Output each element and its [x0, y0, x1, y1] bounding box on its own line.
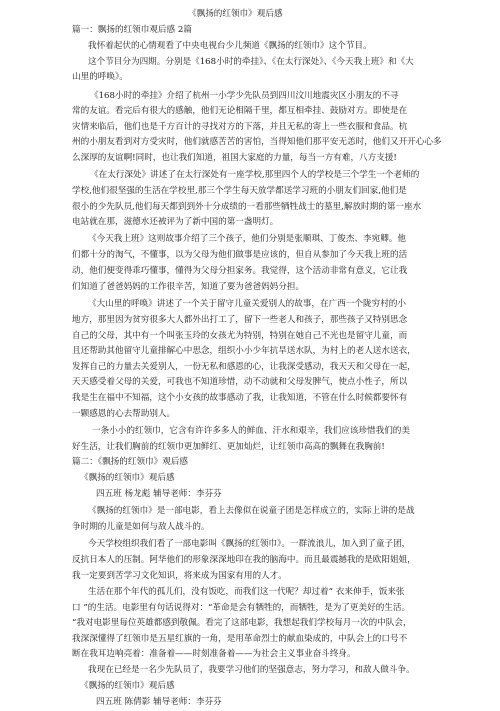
section-heading: 篇二：《飘扬的红领巾》观后感 [72, 457, 189, 468]
body-line: 反抗日本人的压制。阿华他们的形象深深地印在我的脑海中。而且最震撼我的是欧阳姐姐， [72, 555, 416, 566]
body-line: 好生活，让我们胸前的红领巾更加鲜红、更加灿烂，让红领巾高高的飘舞在我胸前! [72, 442, 385, 453]
body-line: 我现在已经是一名少先队员了，我要学习他们的坚强意志，努力学习，和敌人做斗争。 [88, 664, 415, 675]
body-line: 我一定要到苦学习文化知识，将来成为国家有用的人才。 [72, 570, 287, 581]
body-line: 天天感受着父母的关爱，可我也不知道珍惜，动不动就和父母发脾气，使点小性子，所以 [72, 376, 408, 387]
section-heading: 篇一：飘扬的红领巾观后感 2篇 [72, 24, 192, 35]
body-line: 争时期的儿童是如何与敌人战斗的。 [72, 522, 210, 533]
body-line: 发挥自己的力量去关爱别人，一份无私和感恩的心，让我深受感动，我天天和父母在一起， [72, 361, 416, 372]
body-line: 断在我耳边响亮着：准备着——时刻准备着——为社会主义事业奋斗终身。 [72, 648, 356, 659]
body-line: 常的友谊。看完后有很大的感触，他们无论相隔千里，都互相牵挂、鼓励对方。即使是在 [72, 105, 408, 116]
body-line: 我怀着起伏的心情观看了中央电视台少儿频道《飘扬的红领巾》这个节目。 [88, 40, 372, 51]
body-line: 且还帮助其他留守儿童排解心中思念，组织小小少年抗旱送水队，为村上的老人送水送衣， [72, 345, 416, 356]
body-line: 我深深懂得了红领巾是五星红旗的一角，是用革命烈士的献血染成的，中队会上的口号不 [72, 633, 408, 644]
body-line: “我对电影里每位英雄都感到敬佩。看完了这部电影，我想起我们学校每月一次的中队会， [72, 617, 412, 628]
body-line: 州的小朋友看到对方受灾时，他们就感苦苦的害怕，当得知他们那平安无恙时，他们又开开心心多 [72, 137, 442, 148]
document-title: 《飘扬的红领巾》观后感 [188, 8, 283, 19]
body-line: 我是生在福中不知福，这个小女孩的故事感动了我，让我知道，不管在什么时候都要怀有 [72, 393, 408, 403]
body-line: 很小的少先队员,他们每天都到到外十分成绩的一看那些牺牲战士的墓里,解放时期的第一座水 [72, 202, 422, 213]
body-line: 动，他们便变得乖巧懂事，懂得为父母分担家务。我觉得，这个活动非常有意义，它让我 [72, 265, 408, 276]
body-line: 地方，那里因为贫穷很多大人都外出打工了，留下一些老人和孩子，那些孩子又特别思念 [72, 314, 408, 325]
body-line: 口 ”的生活。电影里有句话说得对：“革命是会有牺牲的，而牺牲，是为了更美好的生活。 [72, 602, 411, 613]
body-line: 一条小小的红领巾，它含有许许多多人的鲜血、汗水和艰辛，我们应该珍惜我们的美 [92, 426, 410, 436]
body-line: 这个节目分为四期。分别是《168小时的牵挂》、《在太行深处》、《今天我上班》和《大 [88, 56, 414, 67]
body-line: 么深厚的友谊啊!同时，也让我们知道，祖国大家庭的力量，每当一方有难，八方支援! [72, 153, 397, 164]
body-line: 《在太行深处》讲述了在太行深处有一座学校,那里四个人的学校是三个学生一个老师的 [90, 170, 420, 181]
body-line: 生活在那个年代的孤儿们，没有饭吃，而我们这一代呢？却过着“ 衣来伸手，饭来张 [88, 586, 405, 597]
body-line: 们都十分的淘气，不懂事，以为父母为他们做事是应该的，但自从参加了今天我上班的活 [72, 250, 408, 261]
author-line: 四五班 陈倩影 辅导老师：李芬芬 [96, 697, 222, 707]
body-line: 《168小时的牵挂》介绍了杭州一小学少先队员到四川汶川地震灾区小朋友的不寻 [90, 90, 399, 101]
body-line: 《大山里的呼唤》讲述了一个关于留守儿童关爱别人的故事，在广西一个陇穷村的小 [88, 298, 406, 309]
body-line: 们知道了爸爸妈妈的工作很辛苦，知道了要为爸爸妈妈分担。 [72, 281, 305, 292]
body-line: 灾情来临后，他们也是千方百计的寻找对方的下落，并且无私的寄上一些衣服和食品。杭 [72, 122, 408, 132]
body-line: 山里的呼唤》。 [72, 71, 128, 82]
body-line: 电站就在那，滋德水还被评为了新中国的第一盏明灯。 [72, 217, 279, 228]
body-line: 今天学校组织我们看了一部电影叫《飘扬的红领巾》。一群流浪儿，加入到了童子团， [88, 539, 411, 550]
body-line: 自己的父母，其中有一个叫张玉玲的女孩尤为特别，特别在她自己不光也是留守儿童，而 [72, 330, 408, 341]
body-line: 《今天我上班》这则故事介绍了三个孩子，他们分别是张顺琪、丁俊杰、李宛卿。他 [88, 234, 406, 245]
essay-title: 《飘扬的红领巾》观后感 [80, 473, 175, 484]
body-line: 学校,他们很坚强的生活在学校里,那三个学生每天放学都送学习班的小朋友们回家,他们是 [72, 186, 407, 197]
body-line: 《飘扬的红领巾》是一部电影，看上去像似在说童子团是怎样成立的，实际上讲的是战 [88, 506, 415, 517]
author-line: 四五班 杨龙彪 辅导老师：李芬芬 [96, 489, 222, 500]
body-line: 一颗感恩的心去帮助别人。 [72, 409, 176, 419]
essay-title: 《飘扬的红领巾》观后感 [80, 680, 175, 691]
